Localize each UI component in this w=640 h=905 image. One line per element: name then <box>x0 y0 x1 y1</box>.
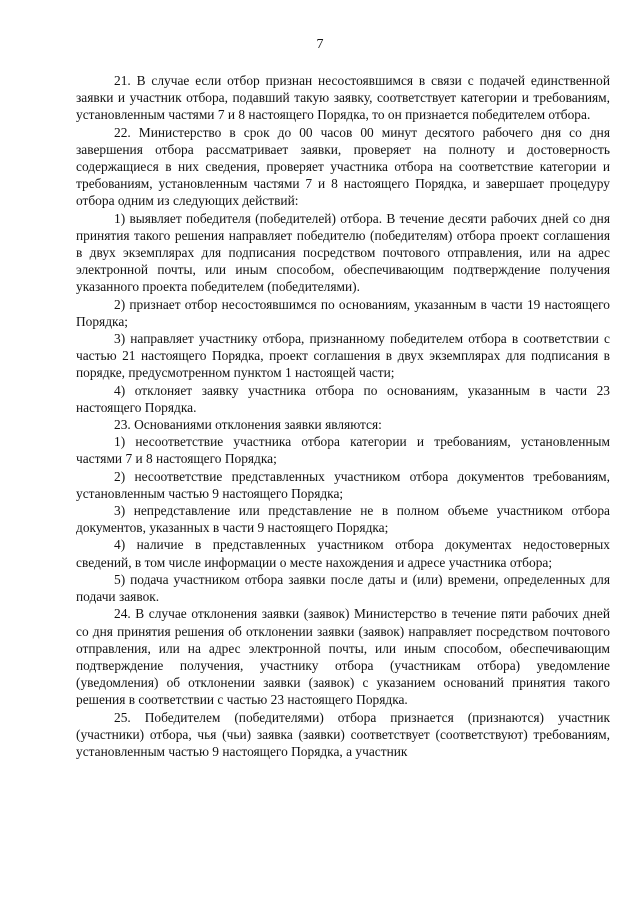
paragraph-22-item-1: 1) выявляет победителя (победителей) отбора. В течение десяти рабочих дней со дня принятия такого решения направляет победителю (победителям) отбора проект соглашения в двух экземплярах для подписания посредством почтового отправления, или на адрес электронной почты, или иным способом, обеспечивающим подтверждение получения указанного проекта победителем (победителями). <box>76 210 610 295</box>
paragraph-22-item-2: 2) признает отбор несостоявшимся по основаниям, указанным в части 19 настоящего Порядка; <box>76 296 610 329</box>
paragraph-23-item-4: 4) наличие в представленных участником отбора документах недостоверных сведений, в том числе информации о месте нахождения и адресе участника отбора; <box>76 537 610 570</box>
paragraph-22-item-3: 3) направляет участнику отбора, признанному победителем отбора в соответствии с частью 21 настоящего Порядка, проект соглашения в двух экземплярах для подписания в порядке, предусмотренном пунктом 1 настоящей части; <box>76 331 610 381</box>
paragraph-23-item-1: 1) несоответствие участника отбора категории и требованиям, установленным частями 7 и 8 настоящего Порядка; <box>76 434 610 467</box>
paragraph-25: 25. Победителем (победителями) отбора признается (признаются) участник (участники) отбора, чья (чьи) заявка (заявки) соответствует (соответствуют) требованиям, установленным частью 9 настоящего Порядка, а участник <box>76 709 610 759</box>
page-number: 7 <box>316 37 324 52</box>
paragraph-22: 22. Министерство в срок до 00 часов 00 минут десятого рабочего дня со дня завершения отбора рассматривает заявки, проверяет на полноту и достоверность содержащиеся в них сведения, проверяет участника отбора на соответствие категории и требованиям, установленным частями 7 и 8 настоящего Порядка, и завершает процедуру отбора одним из следующих действий: <box>76 124 610 209</box>
page-content <box>76 72 610 760</box>
paragraph-22-item-4: 4) отклоняет заявку участника отбора по основаниям, указанным в части 23 настоящего Порядка. <box>76 382 610 415</box>
paragraph-24: 24. В случае отклонения заявки (заявок) Министерство в течение пяти рабочих дней со дня принятия решения об отклонении заявки (заявок) направляет посредством почтового отправления, или на адрес электронной почты, или иным способом, обеспечивающим подтверждение получения, участнику отбора (участникам отбора) уведомление (уведомления) об отклонении заявки (заявок) с указанием оснований принятия такого решения в соответствии с частью 23 настоящего Порядка. <box>76 606 610 708</box>
paragraph-23-item-3: 3) непредставление или представление не в полном объеме участником отбора документов, указанных в части 9 настоящего Порядка; <box>76 503 610 536</box>
paragraph-23: 23. Основаниями отклонения заявки являются: <box>114 417 382 433</box>
paragraph-23-item-5: 5) подача участником отбора заявки после даты и (или) времени, определенных для подачи заявок. <box>76 571 610 605</box>
paragraph-21: 21. В случае если отбор признан несостоявшимся в связи с подачей единственной заявки и участник отбора, подавший такую заявку, соответствует категории и требованиям, установленным частями 7 и 8 настоящего Порядка, то он признается победителем отбора. <box>76 73 610 123</box>
paragraph-23-item-2: 2) несоответствие представленных участником отбора документов требованиям, установленным частью 9 настоящего Порядка; <box>76 468 610 501</box>
